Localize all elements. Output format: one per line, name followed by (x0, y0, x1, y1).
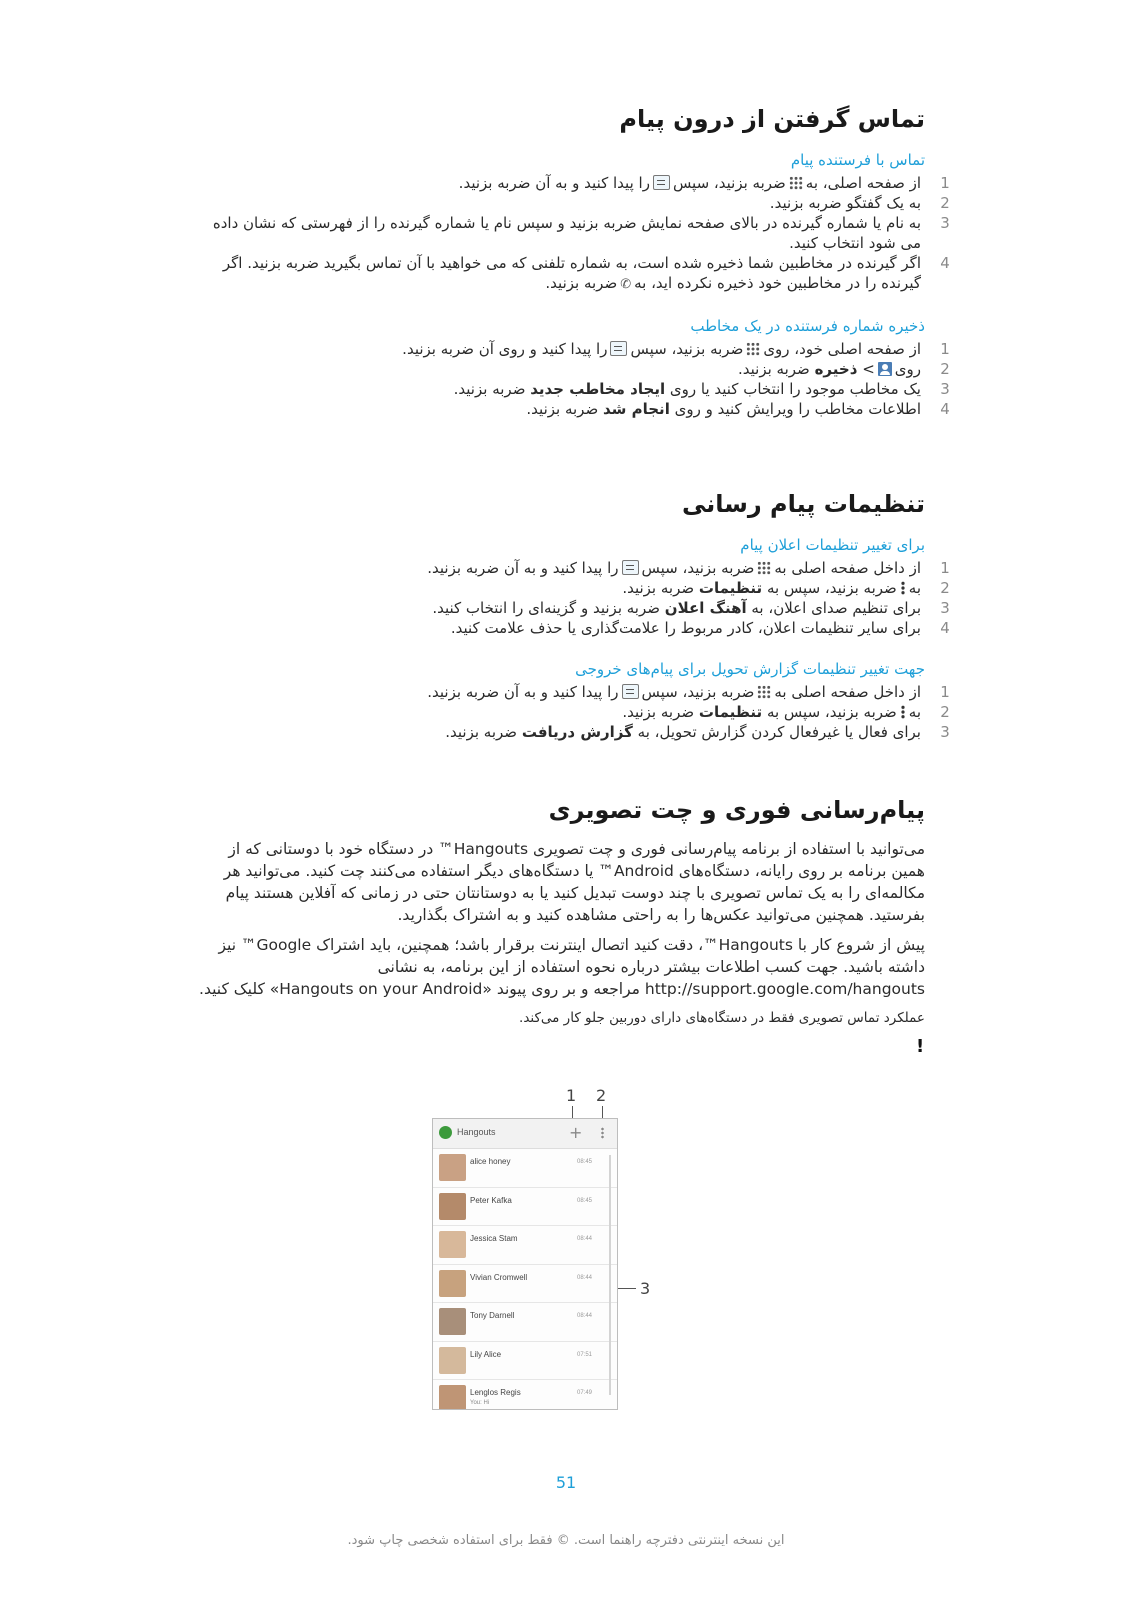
messaging-app-icon (610, 341, 627, 356)
list-item[interactable] (433, 1380, 617, 1410)
contact-name: Peter Kafka (470, 1195, 512, 1205)
add-contact-icon (878, 362, 892, 376)
avatar (439, 1193, 466, 1220)
subheading-call-sender: تماس با فرستنده پیام (790, 151, 925, 169)
message-time: 08:44 (577, 1236, 593, 1242)
step: 1 از داخل صفحه اصلی بهضربه بزنید، سپسرا پیدا کنید و به آن ضربه بزنید. (427, 559, 950, 577)
video-call-note: عملکرد تماس تصویری فقط در دستگاه‌های دارای دوربین جلو کار می‌کند. (519, 1010, 925, 1026)
avatar (439, 1347, 466, 1374)
steps-notification-settings (190, 558, 950, 638)
contact-name: Jessica Stam (470, 1234, 518, 1243)
message-time: 08:44 (577, 1274, 593, 1281)
last-message: You: Hi (470, 1400, 490, 1406)
step: 4 اطلاعات مخاطب را ویرایش کنید و روی انجام شد ضربه بزنید. (526, 400, 950, 418)
subheading-save-sender: ذخیره شماره فرستنده در یک مخاطب (690, 317, 925, 335)
avatar (439, 1270, 466, 1297)
step: 3 به نام یا شماره گیرنده در بالای صفحه نمایش ضربه بزنید و سپس نام یا شماره گیرنده را از فهرستی که نشان داده می شود انتخاب کنید. (212, 214, 950, 252)
apps-grid-icon (746, 342, 760, 356)
list-item[interactable] (433, 1303, 617, 1342)
list-item[interactable] (433, 1265, 617, 1304)
apps-grid-icon (757, 685, 771, 699)
subheading-delivery-report: جهت تغییر تنظیمات گزارش تحویل برای پیام‌های خروجی (575, 660, 925, 678)
add-icon[interactable]: + (569, 1123, 583, 1142)
step: 2 بهضربه بزنید، سپس به تنظیمات ضربه بزنید. (622, 703, 950, 721)
section-hangouts (190, 796, 925, 1040)
step: 2 به یک گفتگو ضربه بزنید. (769, 194, 950, 212)
section-messaging-settings (190, 490, 950, 742)
section-title: تماس گرفتن از درون پیام (619, 105, 925, 133)
list-item[interactable] (433, 1188, 617, 1227)
callout-2-label: 2 (596, 1086, 607, 1105)
phone-call-icon: ✆ (620, 277, 632, 292)
hangouts-logo-icon (439, 1126, 452, 1139)
contact-name: alice honey (470, 1157, 511, 1166)
steps-delivery-report (190, 682, 950, 742)
section-title: پیام‌رسانی فوری و چت تصویری (548, 796, 925, 824)
list-item[interactable] (433, 1226, 617, 1265)
menu-dots-icon (901, 705, 905, 719)
message-time: 08:44 (577, 1313, 593, 1319)
messaging-app-icon (622, 560, 639, 575)
contact-name: Vivian Cromwell (470, 1272, 528, 1282)
hangouts-requirements-paragraph: پیش از شروع کار با Hangouts™، دقت کنید اتصال اینترنت برقرار باشد؛ همچنین، باید اشتراک Google™ نیز داشته باشید. جهت کسب اطلاعات بیشتر درباره نحوه استفاده از این برنامه، به نشانی http://support.google.com/hangouts مراجعه و بر روی پیوند «Hangouts on your Android» کلیک کنید. (199, 936, 925, 998)
section-title: تنظیمات پیام رسانی (681, 490, 925, 518)
subheading-notification-settings: برای تغییر تنظیمات اعلان پیام (740, 536, 925, 554)
step: 1 از صفحه اصلی خود، رویضربه بزنید، سپسرا پیدا کنید و روی آن ضربه بزنید. (402, 340, 950, 358)
list-item[interactable] (433, 1342, 617, 1381)
hangouts-intro-paragraph: می‌توانید با استفاده از برنامه پیام‌رسانی فوری و چت تصویری Hangouts™ در دستگاه خود با دوستانی که از همین برنامه بر روی رایانه، دستگاه‌های Android™ یا دستگاه‌های دیگر استفاده می‌کنند چت کنید. می‌توانید هر مکالمه‌ای را به یک تماس تصویری با چند دوست تبدیل کنید یا به دوستانتان حتی در زمانی که آفلاین هستند پیام بفرستید. همچنین می‌توانید عکس‌ها را به راحتی مشاهده کنید و به اشتراک بگذارید. (223, 840, 925, 924)
message-time: 07:49 (577, 1390, 593, 1396)
step: 2 بهضربه بزنید، سپس به تنظیمات ضربه بزنید. (622, 579, 950, 597)
step: 3 یک مخاطب موجود را انتخاب کنید یا روی ایجاد مخاطب جدید ضربه بزنید. (453, 380, 950, 398)
step: 2 روی> ذخیره ضربه بزنید. (738, 360, 950, 378)
messaging-app-icon (622, 684, 639, 699)
page-number: 51 (555, 1473, 577, 1492)
apps-grid-icon (789, 176, 803, 190)
messaging-app-icon (653, 175, 670, 190)
contact-name: Lenglos Regis (470, 1388, 521, 1397)
message-time: 08:45 (577, 1159, 593, 1165)
menu-dots-icon (901, 581, 905, 595)
step: 3 برای تنظیم صدای اعلان، به آهنگ اعلان ضربه بزنید و گزینه‌ای را انتخاب کنید. (432, 599, 950, 617)
hangouts-action-bar (433, 1119, 617, 1149)
avatar (439, 1308, 466, 1335)
app-title: Hangouts (457, 1127, 496, 1137)
list-item[interactable] (433, 1149, 617, 1188)
section-call-from-message (190, 105, 950, 419)
step: 1 از صفحه اصلی، بهضربه بزنید، سپسرا پیدا کنید و به آن ضربه بزنید. (458, 174, 950, 192)
step: 3 برای فعال یا غیرفعال کردن گزارش تحویل، به گزارش دریافت ضربه بزنید. (445, 723, 950, 741)
callout-1-label: 1 (566, 1086, 577, 1105)
scrollbar[interactable] (609, 1155, 611, 1395)
apps-grid-icon (757, 561, 771, 575)
conversation-list (433, 1149, 617, 1410)
steps-call-sender (190, 173, 950, 295)
message-time: 08:45 (577, 1197, 593, 1204)
contact-name: Lily Alice (470, 1349, 502, 1359)
contact-name: Tony Darnell (470, 1311, 515, 1320)
step: 4 اگر گیرنده در مخاطبین شما ذخیره شده است، به شماره تلفنی که می خواهید با آن تماس بگیرید ضربه بزنید. اگر گیرنده را در مخاطبین خود ذخیره نکرده اید، به✆ضربه بزنید. (190, 253, 925, 295)
step: 1 از داخل صفحه اصلی بهضربه بزنید، سپسرا پیدا کنید و به آن ضربه بزنید. (427, 683, 950, 701)
message-time: 07:51 (577, 1351, 593, 1358)
avatar (439, 1385, 466, 1410)
warning-icon: ! (916, 1036, 925, 1057)
callout-3-label: 3 (640, 1279, 651, 1298)
steps-save-sender (190, 339, 950, 419)
step: 4 برای سایر تنظیمات اعلان، کادر مربوط را علامت‌گذاری یا حذف علامت کنید. (450, 619, 950, 637)
overflow-menu-icon[interactable] (601, 1127, 604, 1139)
footer-note: این نسخه اینترنتی دفترچه راهنما است. © فقط برای استفاده شخصی چاپ شود. (347, 1533, 785, 1548)
avatar (439, 1231, 466, 1258)
hangouts-screenshot (432, 1118, 618, 1410)
avatar (439, 1154, 466, 1181)
